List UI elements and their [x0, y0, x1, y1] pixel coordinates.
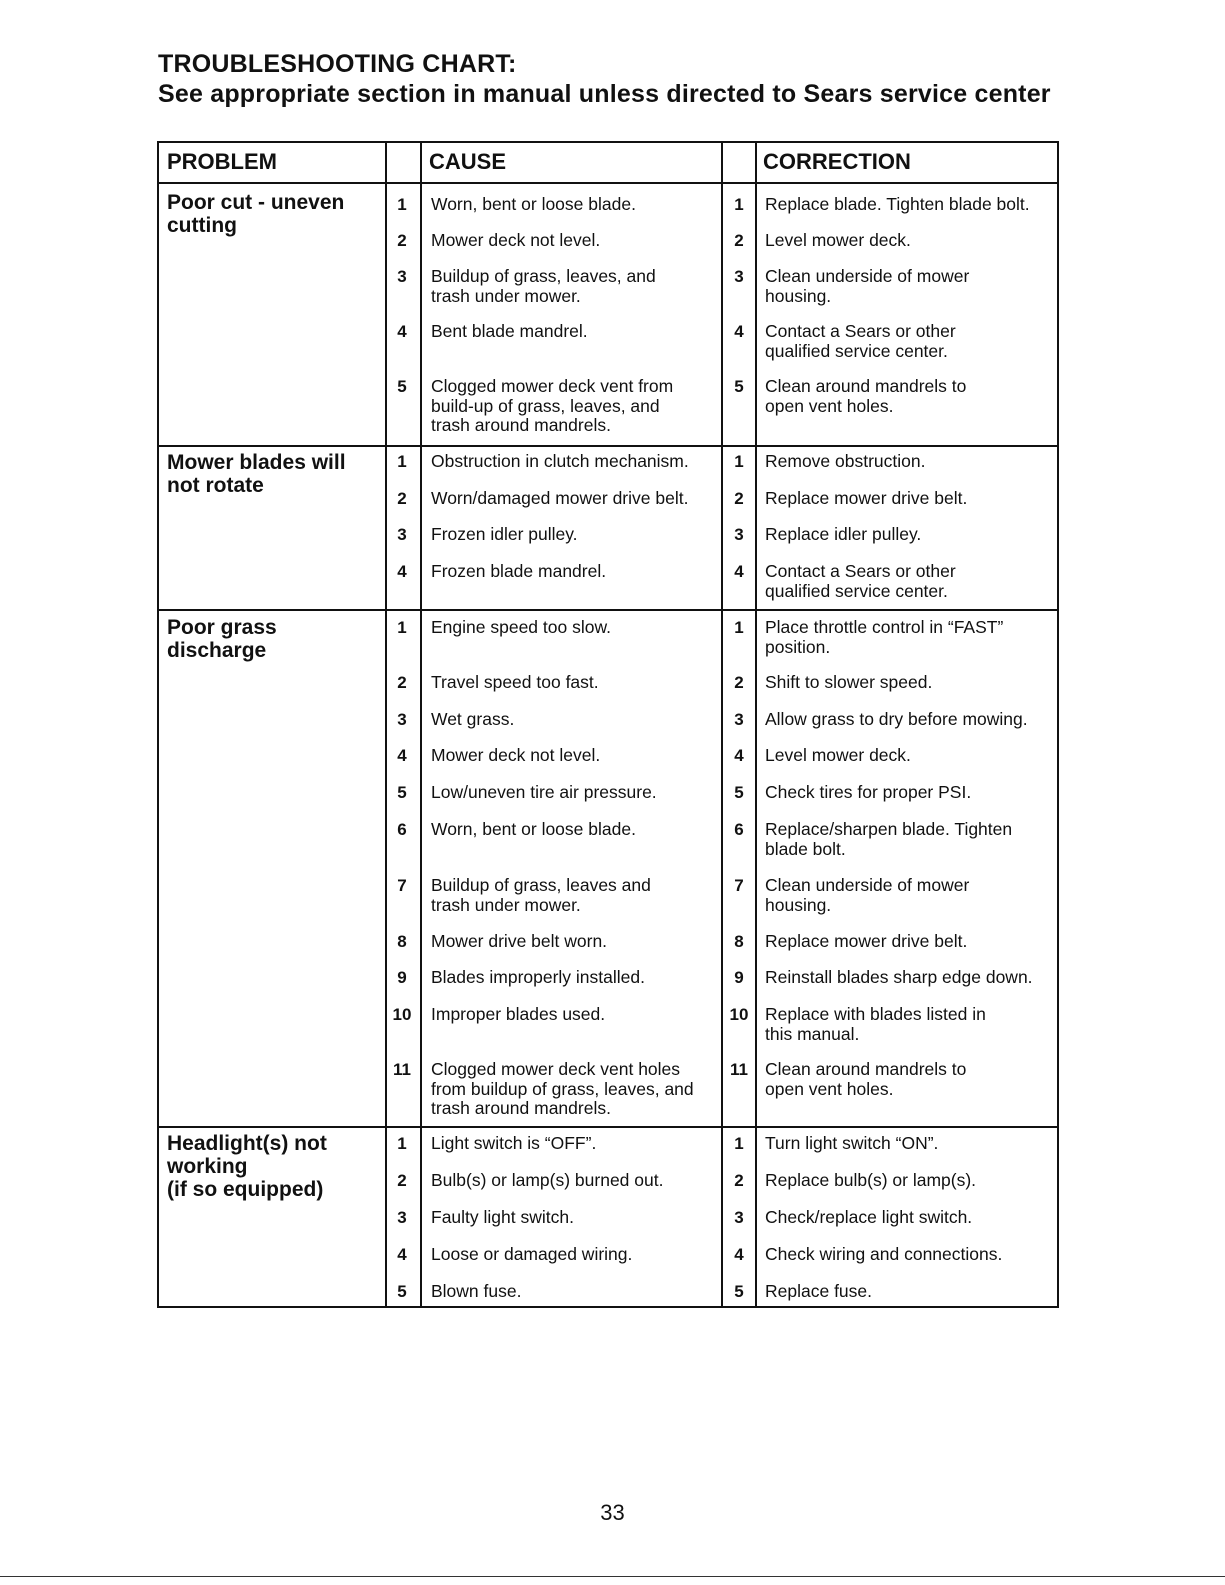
correction-number: 2 — [734, 1171, 744, 1190]
cause-number: 1 — [397, 618, 407, 637]
cause-text: Worn, bent or loose blade. — [431, 194, 636, 214]
cause-number: 2 — [397, 1171, 407, 1190]
correction-number: 8 — [734, 932, 744, 951]
cause-text: Low/uneven tire air pressure. — [431, 782, 657, 802]
section-divider — [159, 609, 1057, 611]
cause-number: 5 — [397, 377, 407, 396]
correction-text: Shift to slower speed. — [765, 672, 933, 692]
header-cause: CAUSE — [429, 149, 507, 174]
section-divider — [159, 1126, 1057, 1128]
cause-text: Blades improperly installed. — [431, 967, 645, 987]
correction-text: Replace idler pulley. — [765, 524, 922, 544]
correction-number: 4 — [734, 322, 744, 341]
correction-number: 4 — [734, 746, 744, 765]
column-divider — [420, 143, 422, 1306]
correction-number: 4 — [734, 562, 744, 581]
cause-number: 4 — [397, 1245, 407, 1264]
correction-number: 3 — [734, 525, 744, 544]
cause-text: Loose or damaged wiring. — [431, 1244, 633, 1264]
cause-number: 3 — [397, 710, 407, 729]
cause-number: 2 — [397, 673, 407, 692]
header-correction: CORRECTION — [763, 149, 911, 174]
correction-text: Level mower deck. — [765, 230, 911, 250]
cause-text: Improper blades used. — [431, 1004, 606, 1024]
correction-text: Replace fuse. — [765, 1281, 873, 1301]
cause-number: 11 — [393, 1060, 411, 1079]
correction-number: 1 — [734, 452, 744, 471]
cause-number: 1 — [397, 1134, 407, 1153]
correction-text: Clean underside of mower housing. — [765, 266, 970, 306]
cause-text: Obstruction in clutch mechanism. — [431, 451, 689, 471]
chart-title: TROUBLESHOOTING CHART: — [158, 50, 517, 78]
problem-label: Headlight(s) not working (if so equipped) — [167, 1132, 327, 1201]
correction-number: 10 — [729, 1005, 749, 1024]
cause-text: Frozen idler pulley. — [431, 524, 578, 544]
cause-text: Bent blade mandrel. — [431, 321, 588, 341]
cause-number: 5 — [397, 783, 407, 802]
problem-label: Poor grass discharge — [167, 616, 277, 662]
correction-text: Check/replace light switch. — [765, 1207, 973, 1227]
correction-number: 4 — [734, 1245, 744, 1264]
correction-text: Replace/sharpen blade. Tighten blade bolt. — [765, 819, 1013, 859]
cause-text: Travel speed too fast. — [431, 672, 599, 692]
correction-text: Replace blade. Tighten blade bolt. — [765, 194, 1030, 214]
cause-number: 3 — [397, 525, 407, 544]
problem-label: Poor cut - uneven cutting — [167, 191, 345, 237]
cause-number: 4 — [397, 322, 407, 341]
correction-number: 11 — [730, 1060, 748, 1079]
correction-number: 2 — [734, 489, 744, 508]
cause-number: 10 — [392, 1005, 412, 1024]
cause-text: Clogged mower deck vent from build-up of grass, leaves, and trash around mandrels. — [431, 376, 674, 435]
cause-number: 8 — [397, 932, 407, 951]
cause-text: Mower deck not level. — [431, 230, 601, 250]
correction-text: Replace with blades listed in this manual. — [765, 1004, 986, 1044]
correction-number: 9 — [734, 968, 744, 987]
cause-number: 4 — [397, 746, 407, 765]
cause-number: 3 — [397, 267, 407, 286]
correction-number: 1 — [734, 618, 744, 637]
correction-number: 6 — [734, 820, 744, 839]
column-divider — [755, 143, 757, 1306]
cause-text: Frozen blade mandrel. — [431, 561, 607, 581]
correction-text: Place throttle control in “FAST” position. — [765, 617, 1004, 657]
correction-number: 3 — [734, 267, 744, 286]
cause-number: 1 — [397, 452, 407, 471]
cause-number: 3 — [397, 1208, 407, 1227]
correction-text: Replace bulb(s) or lamp(s). — [765, 1170, 977, 1190]
cause-text: Bulb(s) or lamp(s) burned out. — [431, 1170, 664, 1190]
troubleshooting-table — [157, 141, 1059, 1308]
section-divider — [159, 445, 1057, 447]
correction-number: 7 — [734, 876, 744, 895]
cause-text: Mower deck not level. — [431, 745, 601, 765]
cause-number: 5 — [397, 1282, 407, 1301]
correction-text: Check tires for proper PSI. — [765, 782, 972, 802]
correction-text: Contact a Sears or other qualified service center. — [765, 561, 956, 601]
page-bottom-rule — [0, 1576, 1225, 1577]
cause-number: 1 — [397, 195, 407, 214]
correction-text: Clean around mandrels to open vent holes. — [765, 1059, 967, 1099]
correction-text: Remove obstruction. — [765, 451, 926, 471]
cause-number: 4 — [397, 562, 407, 581]
correction-text: Allow grass to dry before mowing. — [765, 709, 1028, 729]
cause-number: 2 — [397, 231, 407, 250]
correction-text: Clean underside of mower housing. — [765, 875, 970, 915]
table-header — [159, 143, 1057, 184]
correction-number: 2 — [734, 673, 744, 692]
cause-text: Faulty light switch. — [431, 1207, 574, 1227]
cause-number: 2 — [397, 489, 407, 508]
header-problem: PROBLEM — [167, 149, 277, 174]
chart-subtitle: See appropriate section in manual unless directed to Sears service center — [158, 80, 1051, 108]
correction-number: 5 — [734, 377, 744, 396]
correction-text: Replace mower drive belt. — [765, 931, 968, 951]
cause-text: Buildup of grass, leaves, and trash under mower. — [431, 266, 656, 306]
cause-text: Mower drive belt worn. — [431, 931, 608, 951]
cause-text: Light switch is “OFF”. — [431, 1133, 597, 1153]
cause-number: 6 — [397, 820, 407, 839]
correction-text: Turn light switch “ON”. — [765, 1133, 939, 1153]
cause-text: Blown fuse. — [431, 1281, 522, 1301]
cause-text: Engine speed too slow. — [431, 617, 611, 637]
correction-number: 1 — [734, 195, 744, 214]
correction-text: Check wiring and connections. — [765, 1244, 1003, 1264]
cause-text: Buildup of grass, leaves and trash under mower. — [431, 875, 651, 915]
cause-number: 9 — [397, 968, 407, 987]
correction-number: 5 — [734, 783, 744, 802]
correction-number: 1 — [734, 1134, 744, 1153]
correction-number: 2 — [734, 231, 744, 250]
correction-number: 3 — [734, 710, 744, 729]
cause-number: 7 — [397, 876, 407, 895]
cause-text: Wet grass. — [431, 709, 515, 729]
page-number: 33 — [600, 1500, 625, 1525]
cause-text: Worn, bent or loose blade. — [431, 819, 636, 839]
correction-number: 3 — [734, 1208, 744, 1227]
correction-text: Clean around mandrels to open vent holes. — [765, 376, 967, 416]
cause-text: Worn/damaged mower drive belt. — [431, 488, 689, 508]
cause-text: Clogged mower deck vent holes from buildup of grass, leaves, and trash around mandrels. — [431, 1059, 694, 1118]
correction-text: Level mower deck. — [765, 745, 911, 765]
correction-text: Contact a Sears or other qualified service center. — [765, 321, 956, 361]
correction-number: 5 — [734, 1282, 744, 1301]
problem-label: Mower blades will not rotate — [167, 451, 346, 497]
correction-text: Replace mower drive belt. — [765, 488, 968, 508]
correction-text: Reinstall blades sharp edge down. — [765, 967, 1033, 987]
